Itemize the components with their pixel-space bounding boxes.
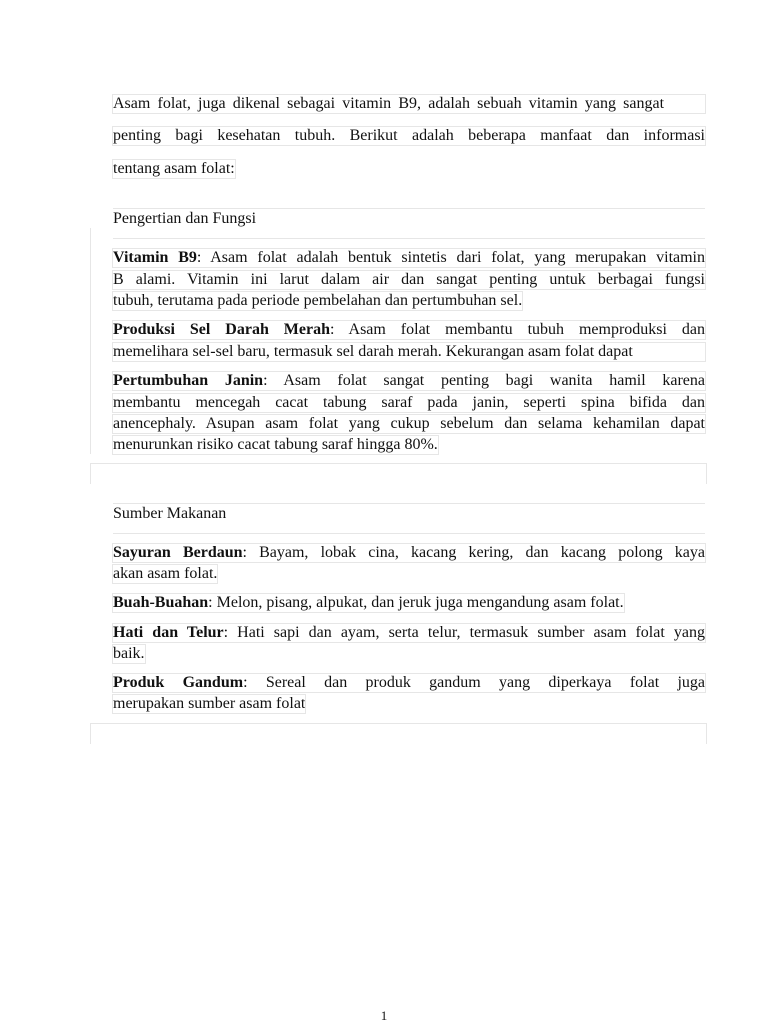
item-gandum-line-1 [113,674,705,692]
item-produksi-sel-line-1 [113,321,705,339]
item-produksi-sel-text-1: : Asam folat membantu tubuh memproduksi dan [330,321,706,338]
item-buah-line-1 [113,594,624,612]
intro-line-3: tentang asam folat: [113,160,235,177]
item-pertumbuhan-janin-text-1: : Asam folat sangat penting bagi wanita hamil karena [263,372,706,389]
section-heading-pengertian: Pengertian dan Fungsi [113,208,705,239]
term-produksi-sel-darah-merah: Produksi Sel Darah Merah [113,321,331,338]
term-sayuran-berdaun: Sayuran Berdaun [113,544,243,561]
item-pertumbuhan-janin-line-1 [113,372,705,390]
term-hati-dan-telur: Hati dan Telur [113,624,224,641]
item-sayuran-line-1 [113,544,705,562]
item-gandum-line-2: merupakan sumber asam folat [113,695,306,712]
item-vitamin-b9-line-3: tubuh, terutama pada periode pembelahan dan pertumbuhan sel. [113,292,523,309]
term-buah-buahan: Buah-Buahan [113,594,209,611]
item-produksi-sel-line-2: memelihara sel-sel baru, termasuk sel darah merah. Kekurangan asam folat dapat [113,343,705,361]
term-produk-gandum: Produk Gandum [113,674,244,691]
item-vitamin-b9-text-1: : Asam folat adalah bentuk sintetis dari folat, yang merupakan vitamin [196,249,706,266]
intro-line-2: penting bagi kesehatan tubuh. Berikut adalah beberapa manfaat dan informasi [113,127,705,144]
section1-left-rule [90,228,91,454]
item-gandum-text-1: : Sereal dan produk gandum yang diperkaya folat juga [243,674,705,691]
item-pertumbuhan-janin-line-2: membantu mencegah cacat tabung saraf pada janin, seperti spina bifida dan [113,394,705,411]
item-vitamin-b9-line-2: B alami. Vitamin ini larut dalam air dan sangat penting untuk berbagai fungsi [113,271,705,288]
item-buah-text-1: : Melon, pisang, alpukat, dan jeruk juga mengandung asam folat. [208,594,624,611]
intro-line-1-text: Asam folat, juga dikenal sebagai vitamin B9, adalah sebuah vitamin yang sangat [113,95,665,112]
item-pertumbuhan-janin-line-4: menurunkan risiko cacat tabung saraf hingga 80%. [113,436,438,453]
section1-spacer-box [90,463,707,484]
item-pertumbuhan-janin-line-3: anencephaly. Asupan asam folat yang cukup sebelum dan selama kehamilan dapat [113,415,705,432]
item-vitamin-b9-line-1 [113,249,705,267]
item-hati-line-2: baik. [113,645,145,662]
item-sayuran-text-1: : Bayam, lobak cina, kacang kering, dan kacang polong kaya [242,544,705,561]
section2-spacer-box [90,723,707,744]
term-pertumbuhan-janin: Pertumbuhan Janin [113,372,264,389]
item-hati-text-1: : Hati sapi dan ayam, serta telur, termasuk sumber asam folat yang [223,624,705,641]
intro-line-1 [113,95,705,113]
item-sayuran-line-2: akan asam folat. [113,565,218,582]
page-number: 1 [380,1008,388,1023]
term-vitamin-b9: Vitamin B9 [113,249,197,266]
section-heading-sumber-makanan: Sumber Makanan [113,503,705,534]
item-hati-line-1 [113,624,705,642]
